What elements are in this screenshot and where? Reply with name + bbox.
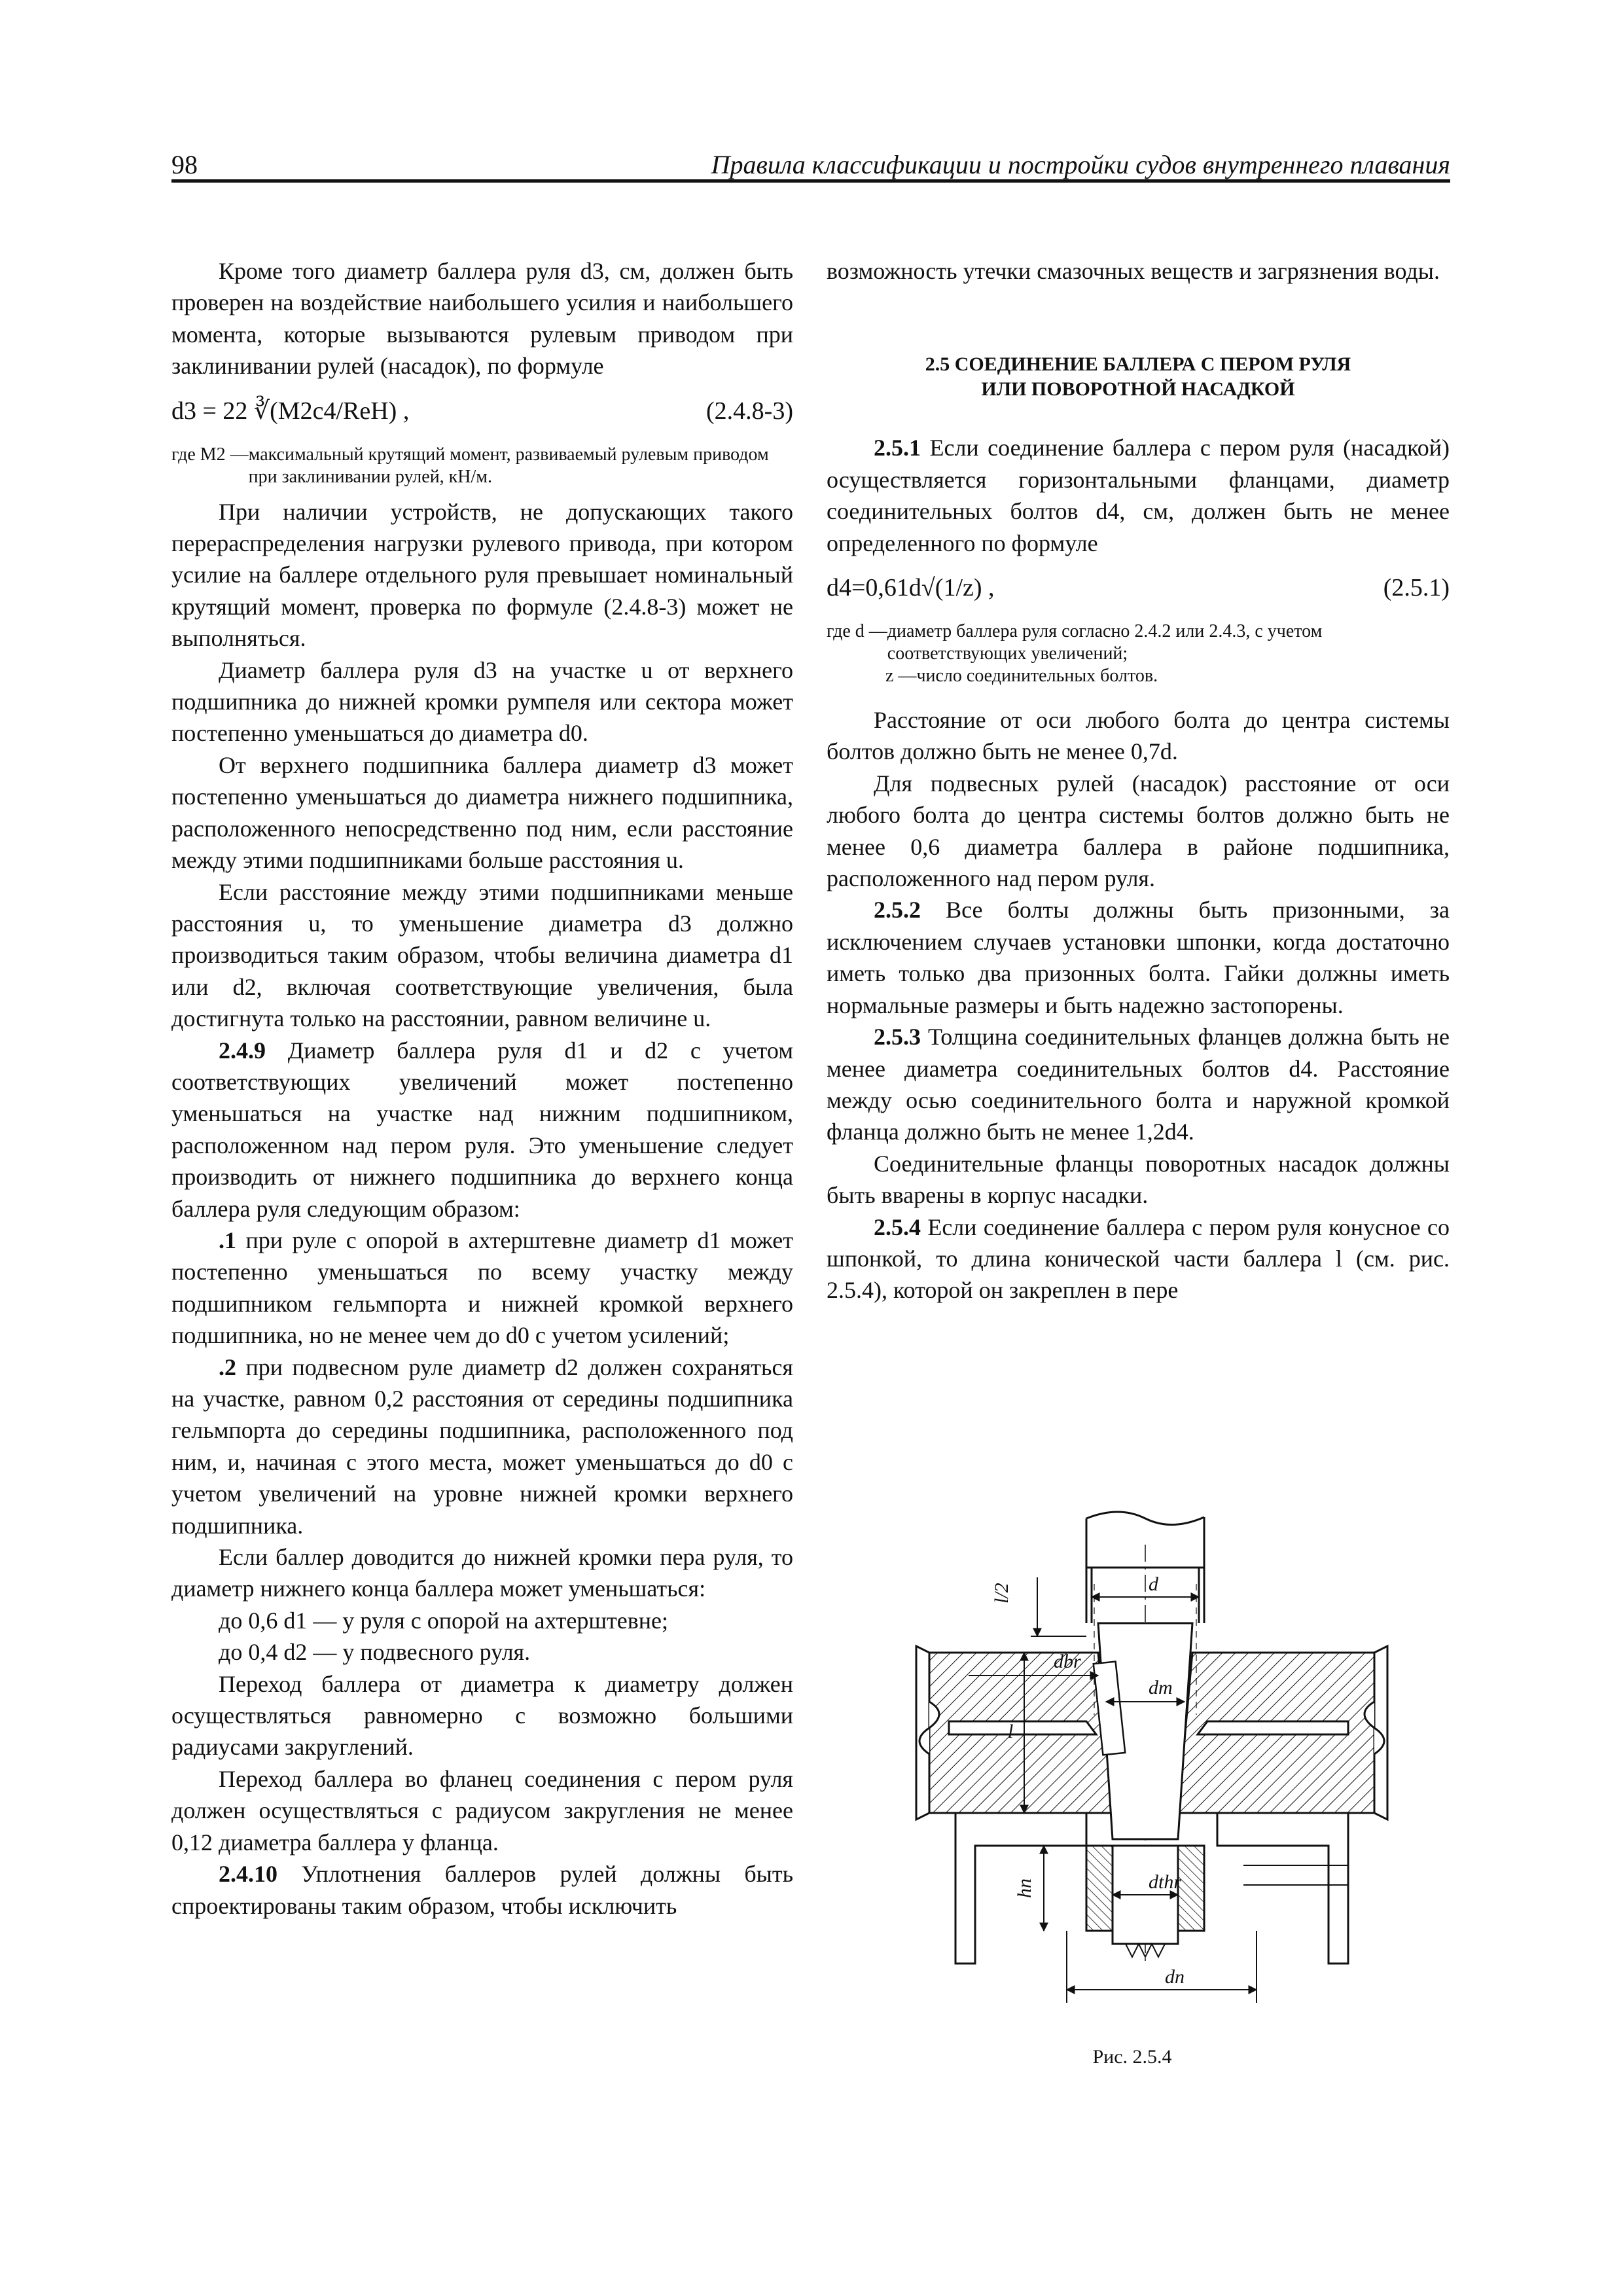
clause-text: Если соединение баллера с пером руля конусное со шпонкой, то длина конической части баллера l (см. рис. 2.5.4), которой он закреплен в пере [827,1213,1450,1304]
paragraph: Кроме того диаметр баллера руля d3, см, должен быть проверен на воздействие наибольшего усилия и наибольшего момента, которые вызываются рулевым приводом при заклинивании рулей (насадок), по формуле [171,258,793,380]
legend-symbol: где M2 — [171,444,249,465]
legend-symbol: где d — [827,621,887,642]
paragraph: Переход баллера во фланец соединения с пером руля должен осуществляться с радиусом закругления не менее 0,12 диаметра баллера у фланца. [171,1765,793,1856]
formula-2-5-1 [827,568,1450,607]
clause-text: Уплотнения баллеров рулей должны быть спроектированы таким образом, чтобы исключить [171,1861,793,1919]
clause-number: 2.5.2 [874,897,921,924]
paragraph: до 0,4 d2 — у подвесного руля. [219,1639,531,1666]
paragraph-2-5-2 [827,894,1450,1021]
dim-label-hn: hn [1014,1878,1035,1898]
formula-legend [171,444,793,488]
header-rule [171,179,1450,183]
paragraph: Переход баллера от диаметра к диаметру должен осуществляться равномерно с возможно большими радиусами закруглений. [171,1670,793,1761]
section-heading [827,352,1450,402]
paragraph: до 0,6 d1 — у руля с опорой на ахтерштевне; [219,1607,669,1634]
clause-number: 2.5.4 [874,1213,921,1240]
dim-label-l-half: l/2 [991,1583,1012,1604]
dim-label-dthr: dthr [1149,1871,1182,1893]
paragraph-2-5-3 [827,1021,1450,1148]
paragraph-2-4-9 [171,1035,793,1225]
figure-caption: Рис. 2.5.4 [1092,2046,1172,2068]
item-text: при подвесном руле диаметр d2 должен сохраняться на участке, равном 0,2 расстояния от середины подшипника гельмпорта до середины подшипника, расположенного под ним, и, начиная с этого места, может уменьшаться до d0 с учетом увеличений на уровне нижней кромки верхнего подшипника. [171,1354,793,1539]
paragraph: Соединительные фланцы поворотных насадок должны быть вварены в корпус насадки. [827,1150,1450,1209]
clause-text: Диаметр баллера руля d1 и d2 с учетом соответствующих увеличений может постепенно уменьшаться на участке над нижним подшипником, расположенном над пером руля. Это уменьшение следует производить от нижнего подшипника до верхнего конца баллера руля следующим образом: [171,1037,793,1222]
formula-2-4-8-3 [171,391,793,431]
paragraph-2-5-1 [827,432,1450,559]
paragraph-2-5-4 [827,1211,1450,1306]
clause-number: 2.5.3 [874,1024,921,1050]
legend-text: максимальный крутящий момент, развиваемый рулевым приводом при заклинивании рулей, кН/м. [248,444,769,487]
legend-text: число соединительных болтов. [916,666,1158,687]
section-heading-line-2: ИЛИ ПОВОРОТНОЙ НАСАДКОЙ [981,378,1295,401]
section-heading-line-1: 2.5 СОЕДИНЕНИЕ БАЛЛЕРА С ПЕРОМ РУЛЯ [925,353,1351,376]
paragraph: Диаметр баллера руля d3 на участке u от верхнего подшипника до нижней кромки румпеля или сектора может постепенно уменьшаться до диаметра d0. [171,656,793,747]
item-number: .1 [219,1227,236,1253]
item-number: .2 [219,1354,236,1380]
running-title: Правила классификации и постройки судов внутреннего плавания [711,150,1450,179]
dim-label-d: d [1149,1573,1158,1595]
dim-label-dm: dm [1149,1677,1173,1698]
paragraph: При наличии устройств, не допускающих такого перераспределения нагрузки рулевого привода, при котором усилие на баллере отдельного руля превышает номинальный крутящий момент, проверка по формуле (2.4.8-3) может не выполняться. [171,498,793,652]
clause-number: 2.4.9 [219,1037,266,1064]
dim-label-l: l [1008,1721,1014,1742]
page-number: 98 [171,150,198,179]
clause-text: Все болты должны быть призонными, за исключением случаев установки шпонки, когда достаточно иметь только два призонных болта. Гайки должны иметь нормальные размеры и быть надежно застопорены. [827,897,1450,1018]
dim-label-dbr: dbr [1054,1651,1081,1672]
list-item-1 [171,1225,793,1352]
formula-expression: d4=0,61d√(1/z) , [827,574,995,602]
right-column [827,255,1450,1306]
item-text: при руле с опорой в ахтерштевне диаметр d1 может постепенно уменьшаться по всему участку между подшипником гельмпорта и нижней кромкой верхнего подшипника, но не менее чем до d0 с учетом усилений; [171,1227,793,1349]
formula-number: (2.4.8-3) [706,397,793,425]
formula-number: (2.5.1) [1383,574,1450,602]
paragraph: Если расстояние между этими подшипниками меньше расстояния u, то уменьшение диаметра d3 должно производиться таким образом, чтобы величина диаметра d1 или d2, включая соответствующие увеличения, была достигнута только на расстоянии, равном величине u. [171,878,793,1032]
legend-text: диаметр баллера руля согласно 2.4.2 или 2.4.3, с учетом соответствующих увеличений; [887,621,1323,664]
paragraph: Если баллер доводится до нижней кромки пера руля, то диаметр нижнего конца баллера может уменьшаться: [171,1544,793,1602]
paragraph: возможность утечки смазочных веществ и загрязнения воды. [827,258,1440,284]
rudder-stock-connection-drawing [890,1505,1440,2022]
dim-label-dn: dn [1165,1966,1185,1988]
page-header [171,143,1450,182]
left-column [171,255,793,1922]
formula-legend [827,620,1450,687]
list-item-2 [171,1352,793,1541]
clause-text: Если соединение баллера с пером руля (насадкой) осуществляется горизонтальными фланцами, диаметр соединительных болтов d4, см, должен быть не менее определенного по формуле [827,435,1450,556]
formula-expression: d3 = 22 ∛(M2c4/ReH) , [171,397,410,425]
paragraph: От верхнего подшипника баллера диаметр d3 может постепенно уменьшаться до диаметра нижнего подшипника, расположенного непосредственно под ним, если расстояние между этими подшипниками больше расстояния u. [171,751,793,874]
legend-symbol: z — [885,666,917,687]
clause-text: Толщина соединительных фланцев должна быть не менее диаметра соединительных болтов d4. Расстояние между осью соединительного болта и наружной кромкой фланца должно быть не менее 1,2d4. [827,1024,1450,1145]
clause-number: 2.5.1 [874,435,921,461]
clause-number: 2.4.10 [219,1861,277,1888]
paragraph: Расстояние от оси любого болта до центра системы болтов должно быть не менее 0,7d. [827,707,1450,765]
paragraph-2-4-10 [171,1858,793,1922]
paragraph: Для подвесных рулей (насадок) расстояние от оси любого болта до центра системы болтов должно быть не менее 0,6 диаметра баллера в районе подшипника, расположенного над пером руля. [827,770,1450,892]
